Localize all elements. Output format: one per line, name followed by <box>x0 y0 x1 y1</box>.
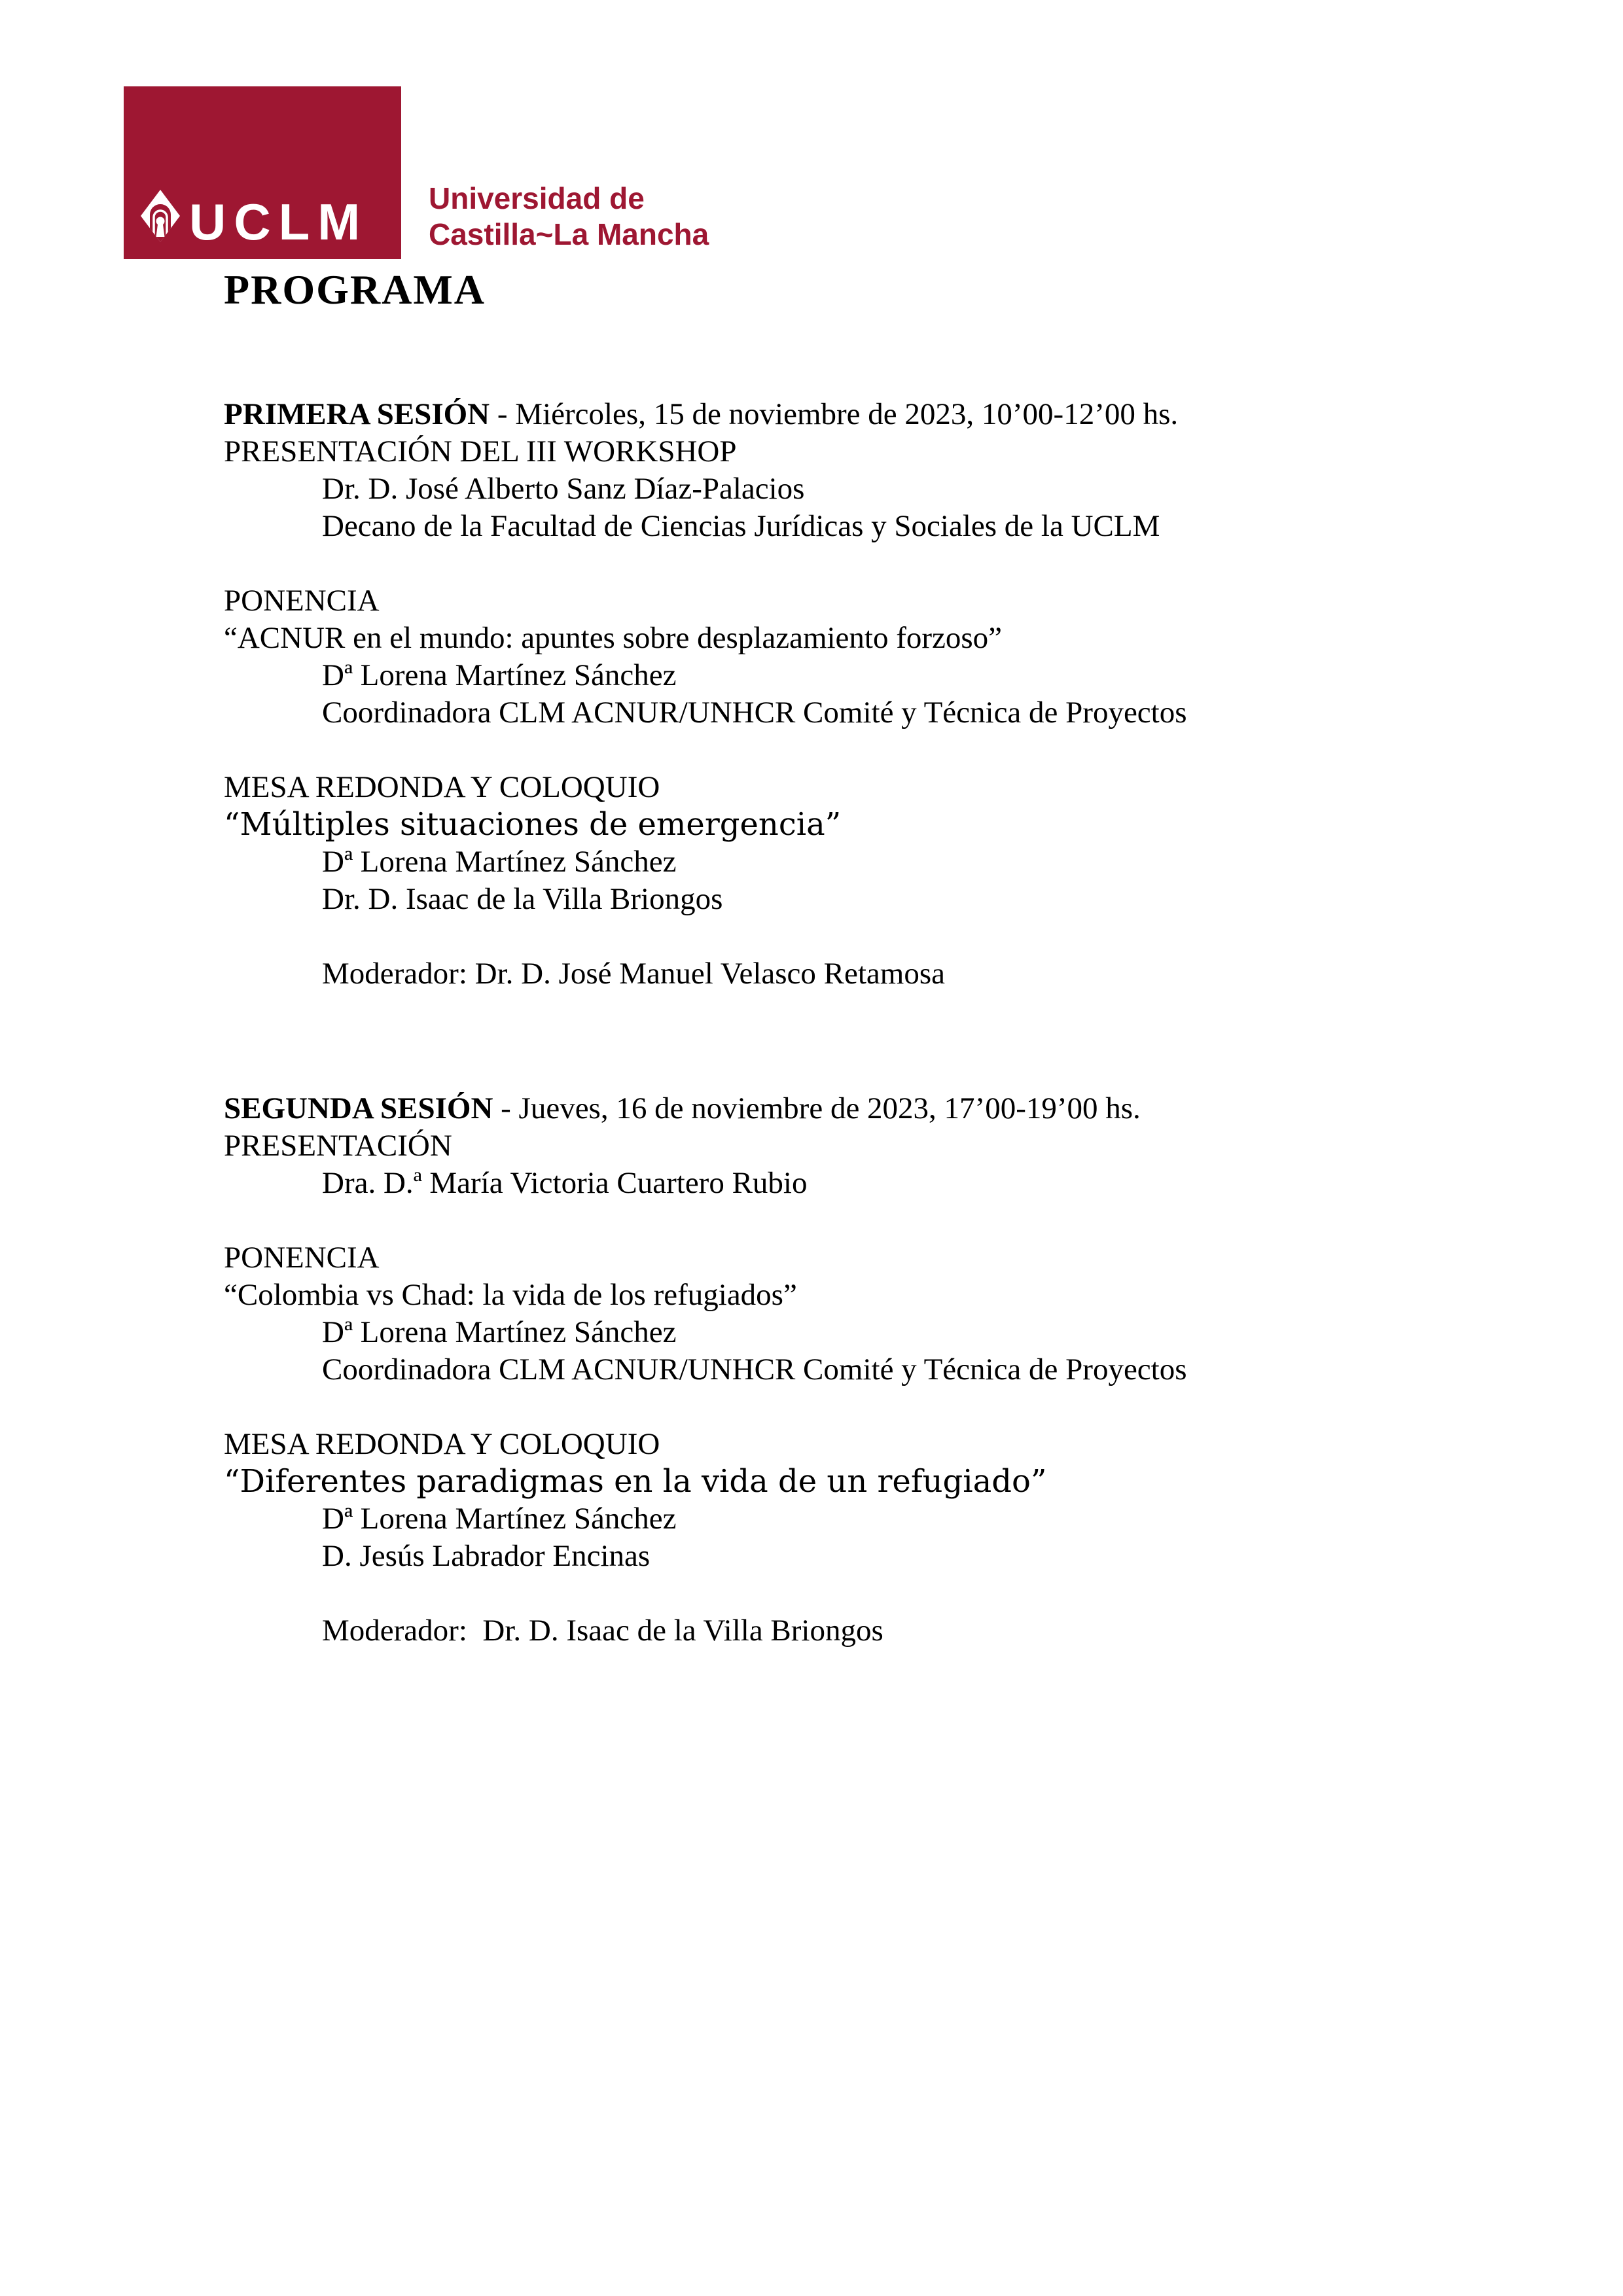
talk-title: “Diferentes paradigmas en la vida de un refugiado” <box>224 1463 1047 1500</box>
speaker-name: Dra. D.ª María Victoria Cuartero Rubio <box>322 1166 808 1200</box>
session-datetime: - Miércoles, 15 de noviembre de 2023, 10’00-12’00 hs. <box>490 397 1179 431</box>
mesa-redonda-block <box>224 769 1467 918</box>
section-label: MESA REDONDA Y COLOQUIO <box>224 770 660 804</box>
moderator-block <box>224 955 1467 993</box>
session-2 <box>224 1090 1467 1650</box>
section-label: PONENCIA <box>224 584 380 618</box>
speaker-name: Dª Lorena Martínez Sánchez <box>322 1502 677 1536</box>
section-label: MESA REDONDA Y COLOQUIO <box>224 1427 660 1461</box>
session-datetime: - Jueves, 16 de noviembre de 2023, 17’00-19’00 hs. <box>493 1091 1141 1125</box>
section-label: PRESENTACIÓN <box>224 1129 452 1163</box>
session-heading <box>224 396 1467 433</box>
ponencia-block <box>224 1239 1467 1388</box>
brand-line-2: Castilla~La Mancha <box>429 217 709 251</box>
uclm-logo <box>124 86 401 259</box>
speaker-name: Dª Lorena Martínez Sánchez <box>322 658 677 692</box>
session-1 <box>224 396 1467 993</box>
moderator-block <box>224 1612 1467 1650</box>
talk-title: “Múltiples situaciones de emergencia” <box>224 806 842 843</box>
moderator-line: Moderador: Dr. D. José Manuel Velasco Retamosa <box>322 957 945 991</box>
speaker-name: Dª Lorena Martínez Sánchez <box>322 845 677 879</box>
ponencia-block <box>224 582 1467 732</box>
section-label: PRESENTACIÓN DEL III WORKSHOP <box>224 434 737 468</box>
talk-title: “Colombia vs Chad: la vida de los refugiados” <box>224 1278 797 1312</box>
speaker-name: Dª Lorena Martínez Sánchez <box>322 1315 677 1349</box>
speaker-role: Coordinadora CLM ACNUR/UNHCR Comité y Técnica de Proyectos <box>322 696 1187 730</box>
speaker-role: Coordinadora CLM ACNUR/UNHCR Comité y Técnica de Proyectos <box>322 1352 1187 1386</box>
talk-title: “ACNUR en el mundo: apuntes sobre desplazamiento forzoso” <box>224 621 1003 655</box>
uclm-logo-acronym: UCLM <box>189 193 368 251</box>
speaker-role: Decano de la Facultad de Ciencias Jurídicas y Sociales de la UCLM <box>322 509 1160 543</box>
doc-title: PROGRAMA <box>224 266 486 313</box>
speaker-name: Dr. D. José Alberto Sanz Díaz-Palacios <box>322 472 805 506</box>
presentation-block <box>224 433 1467 545</box>
session-heading <box>224 1090 1467 1127</box>
mesa-redonda-block <box>224 1426 1467 1575</box>
brand-line-1: Universidad de <box>429 181 645 215</box>
session-name: PRIMERA SESIÓN <box>224 397 490 431</box>
session-name: SEGUNDA SESIÓN <box>224 1091 493 1125</box>
university-brand-name <box>429 181 709 253</box>
speaker-name: D. Jesús Labrador Encinas <box>322 1539 651 1573</box>
uclm-arch-icon <box>139 188 181 243</box>
section-label: PONENCIA <box>224 1241 380 1275</box>
moderator-line: Moderador: Dr. D. Isaac de la Villa Briongos <box>322 1614 883 1648</box>
program-content <box>224 396 1467 1687</box>
speaker-name: Dr. D. Isaac de la Villa Briongos <box>322 882 723 916</box>
presentation-block <box>224 1127 1467 1202</box>
